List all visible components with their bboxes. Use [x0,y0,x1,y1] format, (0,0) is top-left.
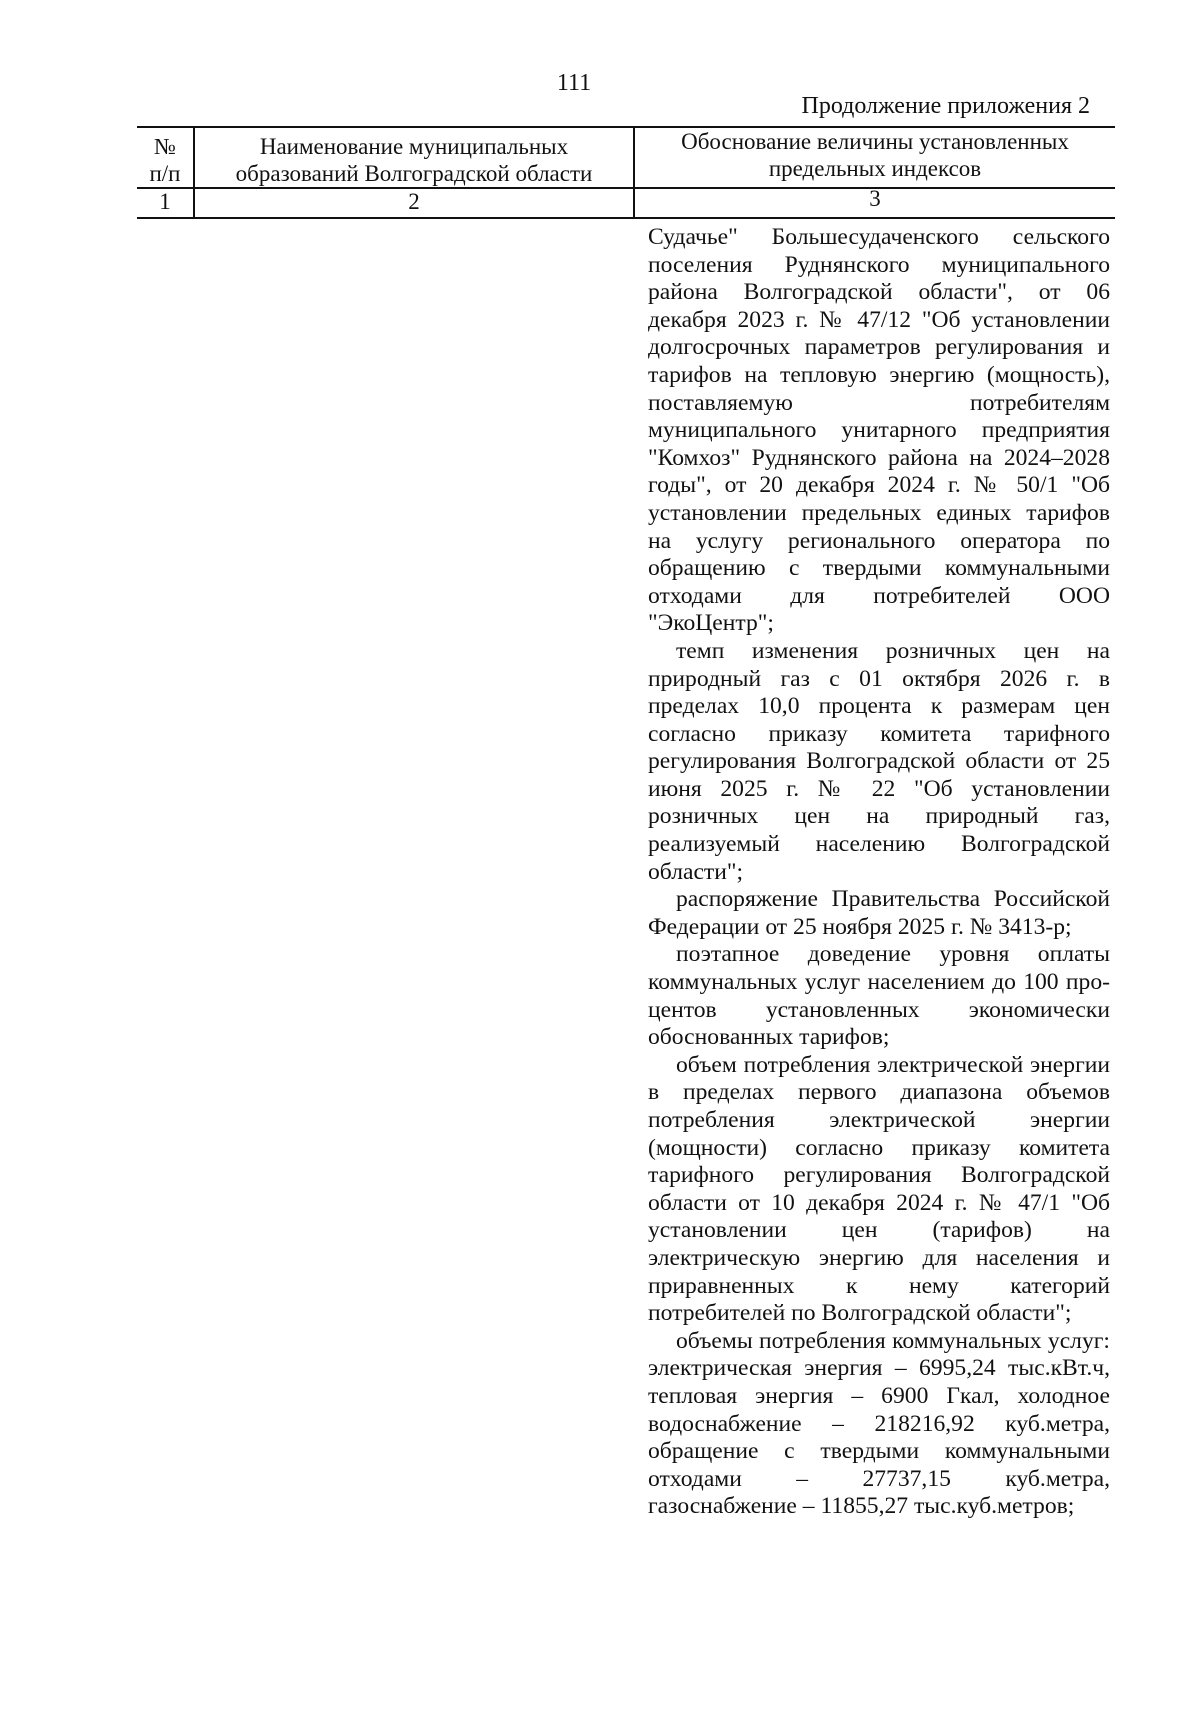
paragraph-government-order: распоряжение Правительства Российской Федерации от 25 ноября 2025 г. № 3413-р; [648,886,1110,940]
header-col-municipality [195,133,633,187]
header-col-number [137,133,193,187]
header-col-justification-line2: предельных индексов [768,156,982,181]
table-colnum-rule [137,217,1115,219]
paragraph-electricity-volume: объем потребления электрической энергии в пределах первого диапазона объемов потребления электрической энергии (мощности) согласно приказу комитета тарифного регулирования Волгоградской области от 10 декабря 2024 г. № 47/1 "Об установлении цен (тарифов) на электрическую энергию для населения и приравненных к нему категорий потребителей по Волгоградской области"; [648,1051,1110,1327]
column-number-1: 1 [159,189,171,214]
appendix-continuation-note: Продолжение приложения 2 [801,93,1090,119]
page-number: 111 [556,70,592,96]
column-number-3: 3 [869,186,881,211]
header-col-municipality-line2: образований Волгоградской области [235,161,593,186]
justification-text [648,224,1110,1521]
header-col-municipality-line1: Наименование муниципальных [259,134,569,159]
header-col-justification-line1: Обоснование величины установленных [681,129,1069,154]
paragraph-tariff-orders: Судачье" Большесудаченского сельского поселения Руднянского муниципального района Волгоградской области", от 06 декабря 2023 г. № 47/12 "Об установлении долгосрочных параметров регулирования и тарифов на тепловую энергию (мощность), поставляемую потребителям муниципального унитарного предприятия "Комхоз" Руднянского района на 2024–2028 годы", от 20 декабря 2024 г. № 50/1 "Об установлении предельных единых тарифов на услугу регионального оператора по обращению с твердыми коммунальными отходами для потребителей ООО "ЭкоЦентр"; [648,224,1110,637]
paragraph-gas-prices: темп изменения розничных цен на природный газ с 01 октября 2026 г. в пределах 10,0 процента к размерам цен согласно приказу комитета тарифного регулирования Волгоградской области от 25 июня 2025 г. № 22 "Об установлении розничных цен на природный газ, реализуемый населению Волгоградской области"; [648,637,1110,885]
header-col-justification [635,128,1115,182]
paragraph-consumption-volumes: объемы потребления коммунальных услуг: электрическая энергия – 6995,24 тыс.кВт.ч, тепловая энергия – 6900 Гкал, холодное водоснабжение – 218216,92 куб.метра, обращение с твердыми коммунальными отходами – 27737,15 куб.метра, газоснабжение – 11855,27 тыс.куб.метров; [648,1327,1110,1520]
header-col-number-line1: № [154,134,176,159]
paragraph-payment-level: поэтапное доведение уровня оплаты коммунальных услуг населением до 100 процентов установленных экономически обоснованных тарифов; [648,941,1110,1051]
header-col-number-line2: п/п [149,161,181,186]
column-number-2: 2 [408,189,420,214]
